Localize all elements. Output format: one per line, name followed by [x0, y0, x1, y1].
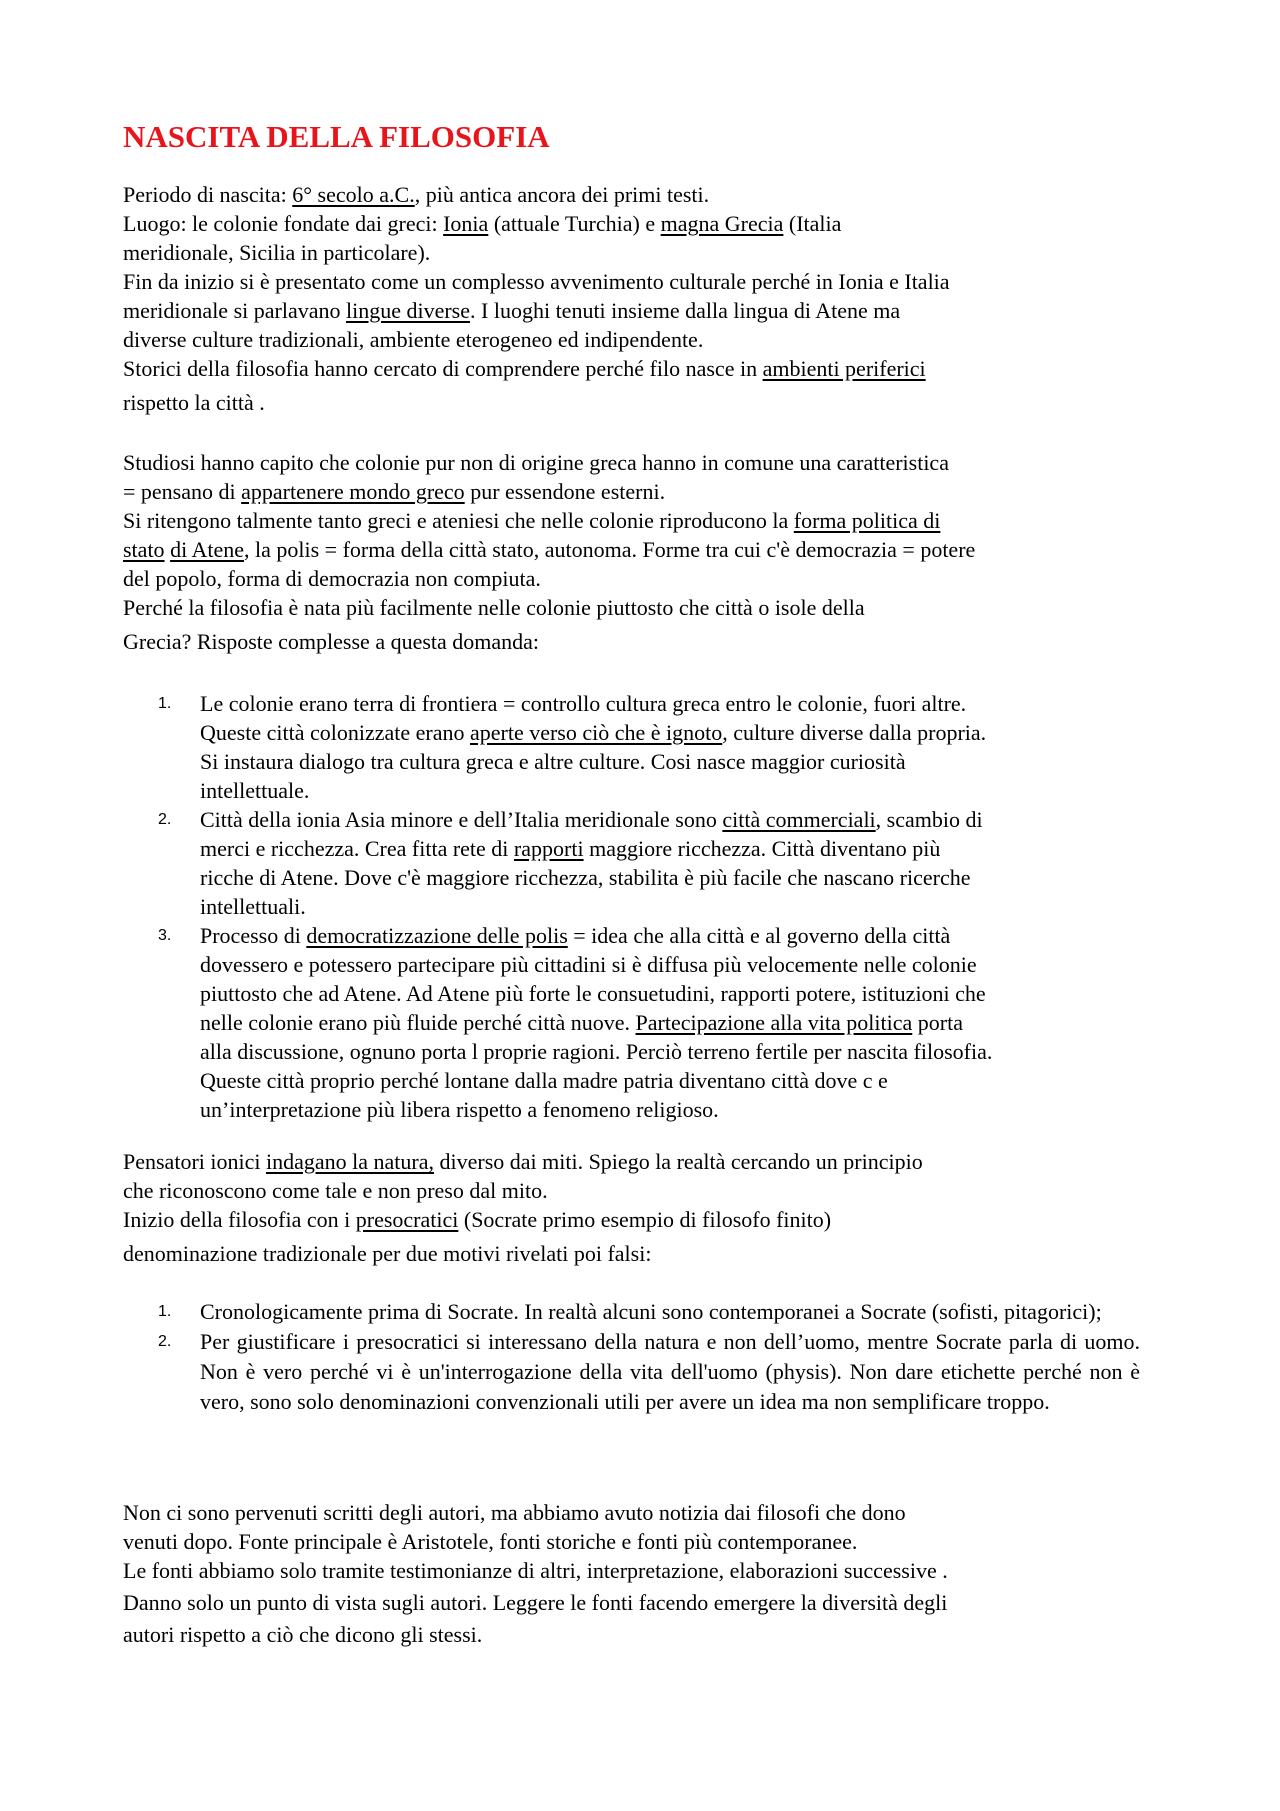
reasons-list — [150, 689, 1140, 1124]
text-line: del popolo, forma di democrazia non compiuta. — [123, 566, 541, 591]
text-line: stato di Atene, la polis = forma della città stato, autonoma. Forme tra cui c'è democrazia = potere — [123, 537, 976, 562]
text-line: meridionale, Sicilia in particolare). — [123, 240, 431, 265]
text-line: denominazione tradizionale per due motivi rivelati poi falsi: — [123, 1241, 652, 1266]
paragraph-presocratics — [123, 1147, 1133, 1268]
text-line: venuti dopo. Fonte principale è Aristotele, fonti storiche e fonti più contemporanee. — [123, 1529, 858, 1554]
list-item: 1. Cronologicamente prima di Socrate. In realtà alcuni sono contemporanei a Socrate (sofisti, pitagorici); — [158, 1299, 1102, 1324]
text-line: Pensatori ionici indagano la natura, diverso dai miti. Spiego la realtà cercando un principio — [123, 1149, 923, 1174]
list-item: 3. Processo di democratizzazione delle polis = idea che alla città e al governo della città dovessero e potessero partecipare più cittadini si è diffusa più velocemente nelle colonie piuttosto che ad Atene. Ad Atene più forte le consuetudini, rapporti potere, istituzioni che nelle colonie erano più fluide perché città nuove. Partecipazione alla vita politica porta alla discussione, ognuno porta l proprie ragioni. Perciò terreno fertile per nascita filosofia. Queste città proprio perché lontane dalla madre patria diventano città dove c e un’interpretazione più libera rispetto a fenomeno religioso. — [158, 923, 993, 1122]
text-line: Periodo di nascita: 6° secolo a.C., più antica ancora dei primi testi. — [123, 182, 710, 207]
text-line: Perché la filosofia è nata più facilmente nelle colonie piuttosto che città o isole della — [123, 595, 865, 620]
text-line: Danno solo un punto di vista sugli autori. Leggere le fonti facendo emergere la diversità degli — [123, 1590, 948, 1615]
page-title: NASCITA DELLA FILOSOFIA — [123, 119, 550, 154]
list-number: 2. — [158, 1333, 172, 1350]
text-line: Le fonti abbiamo solo tramite testimonianze di altri, interpretazione, elaborazioni successive . — [123, 1558, 948, 1583]
text-line: Inizio della filosofia con i presocratici (Socrate primo esempio di filosofo finito) — [123, 1207, 832, 1232]
paragraph-colonies — [123, 448, 1133, 656]
paragraph-sources — [123, 1498, 1133, 1649]
list-item: 1. Le colonie erano terra di frontiera = controllo cultura greca entro le colonie, fuori altre. Queste città colonizzate erano aperte verso ciò che è ignoto, culture diverse dalla propria. Si instaura dialogo tra cultura greca e altre culture. Cosi nasce maggior curiosità intellettuale. — [158, 691, 987, 803]
paragraph-origins — [123, 180, 1133, 417]
list-number: 1. — [158, 1303, 172, 1320]
list-item: 2. Città della ionia Asia minore e dell’Italia meridionale sono città commerciali, scambio di merci e ricchezza. Crea fitta rete di rapporti maggiore ricchezza. Città diventano più ricche di Atene. Dove c'è maggiore ricchezza, stabilita è più facile che nascano ricerche intellettuali. — [158, 807, 983, 919]
text-line: Luogo: le colonie fondate dai greci: Ionia (attuale Turchia) e magna Grecia (Italia — [123, 211, 842, 236]
text-line: autori rispetto a ciò che dicono gli stessi. — [123, 1622, 483, 1647]
list-item: 2. Per giustificare i presocratici si interessano della natura e non dell’uomo, mentre Socrate parla di uomo. Non è vero perché vi è un'interrogazione della vita dell'uomo (physis). Non dare etichette perché non è vero, sono solo denominazioni convenzionali utili per avere un idea ma non semplificare troppo. — [158, 1329, 1140, 1414]
text-line: meridionale si parlavano lingue diverse. I luoghi tenuti insieme dalla lingua di Atene ma — [123, 298, 901, 323]
list-number: 1. — [158, 695, 172, 712]
text-line: Storici della filosofia hanno cercato di comprendere perché filo nasce in ambienti periferici — [123, 356, 926, 381]
text-line: Grecia? Risposte complesse a questa domanda: — [123, 629, 540, 654]
motives-list — [150, 1297, 1140, 1417]
text-line: Fin da inizio si è presentato come un complesso avvenimento culturale perché in Ionia e Italia — [123, 269, 950, 294]
list-number: 3. — [158, 927, 172, 944]
text-line: diverse culture tradizionali, ambiente eterogeneo ed indipendente. — [123, 327, 704, 352]
text-line: Studiosi hanno capito che colonie pur non di origine greca hanno in comune una caratteristica — [123, 450, 949, 475]
text-line: Si ritengono talmente tanto greci e ateniesi che nelle colonie riproducono la forma politica di — [123, 508, 941, 533]
text-line: che riconoscono come tale e non preso dal mito. — [123, 1178, 548, 1203]
text-line: rispetto la città . — [123, 390, 265, 415]
list-number: 2. — [158, 811, 172, 828]
text-line: Non ci sono pervenuti scritti degli autori, ma abbiamo avuto notizia dai filosofi che dono — [123, 1500, 906, 1525]
text-line: = pensano di appartenere mondo greco pur essendone esterni. — [123, 479, 666, 504]
